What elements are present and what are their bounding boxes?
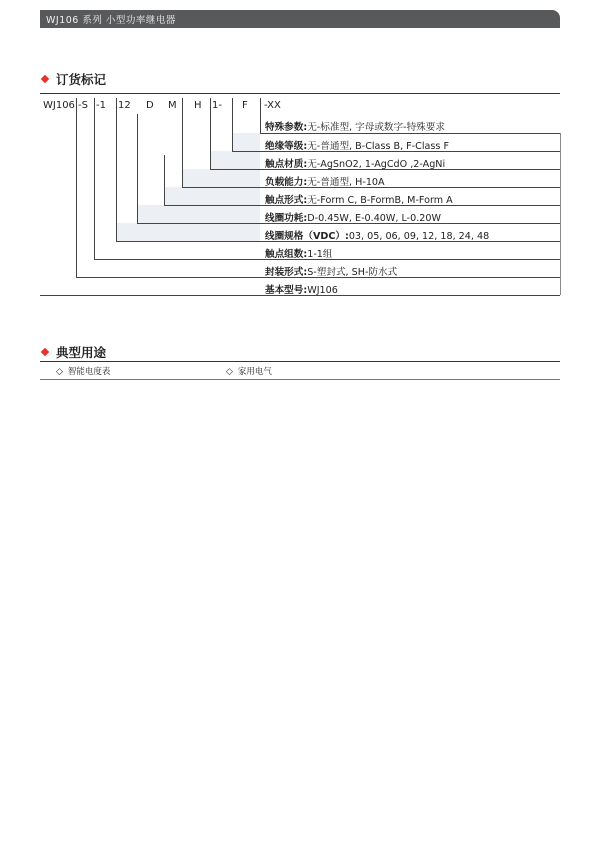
row-label: 绝缘等级:: [265, 141, 308, 152]
stripe: [182, 169, 260, 187]
connector-line: [116, 98, 117, 241]
row-label: 特殊参数:: [265, 122, 308, 133]
connector-line: [164, 155, 165, 205]
code-part-contact-form: M: [168, 100, 177, 111]
applications-section-title: [40, 343, 106, 361]
row-label: 线圈规格（VDC）:: [265, 231, 349, 242]
row-label: 触点材质:: [265, 159, 308, 170]
row-value: 1-1组: [307, 249, 333, 260]
row-label: 负载能力:: [265, 177, 308, 188]
connector-line: [260, 98, 261, 133]
ordering-section-title: [40, 70, 106, 88]
row-contact-form: [265, 192, 453, 206]
row-value: WJ106: [307, 285, 338, 296]
application-item: [226, 365, 272, 377]
hollow-diamond-icon: ◇: [56, 367, 63, 377]
row-value: 无-Form C, B-FormB, M-Form A: [307, 195, 453, 206]
stripe: [232, 133, 260, 151]
connector-line: [137, 114, 138, 223]
header-title: WJ106 系列 小型功率继电器: [46, 15, 176, 26]
stripe: [116, 223, 260, 241]
row-value: 无-标准型, 字母或数字-特殊要求: [307, 122, 445, 133]
row-line: [260, 133, 560, 134]
code-part-contact-groups: -1: [96, 100, 106, 111]
code-part-contact-material: 1-: [212, 100, 222, 111]
row-value: 无-普通型, H-10A: [307, 177, 385, 188]
connector-line: [76, 98, 77, 277]
row-value: S-塑封式, SH-防水式: [307, 267, 398, 278]
row-load-capacity: [265, 174, 385, 188]
code-part-coil-power: D: [146, 100, 154, 111]
code-part-coil-voltage: 12: [118, 100, 131, 111]
row-label: 触点组数:: [265, 249, 308, 260]
right-edge-line: [560, 133, 561, 295]
row-coil-power: [265, 210, 441, 224]
row-contact-groups: [265, 246, 332, 260]
connector-line: [182, 98, 183, 187]
connector-line: [210, 98, 211, 169]
row-label: 线圈功耗:: [265, 213, 308, 224]
row-special-params: [265, 119, 445, 133]
stripe: [137, 205, 260, 223]
row-value: 无-普通型, B-Class B, F-Class F: [307, 141, 449, 152]
code-part-base: WJ106: [43, 100, 75, 111]
application-item: [56, 365, 110, 377]
application-label: 智能电度表: [67, 367, 111, 377]
row-coil-voltage: [265, 228, 489, 242]
ordering-divider: [40, 93, 560, 94]
header-bar: [40, 10, 560, 28]
row-base-model: [265, 282, 338, 296]
application-label: 家用电气: [237, 367, 272, 377]
applications-bottom-line: [40, 379, 560, 380]
row-label: 触点形式:: [265, 195, 308, 206]
stripe: [164, 187, 260, 205]
connector-line: [232, 98, 233, 151]
row-label: 封装形式:: [265, 267, 308, 278]
code-part-special: -XX: [264, 100, 281, 111]
row-value: D-0.45W, E-0.40W, L-0.20W: [307, 213, 441, 224]
row-package-type: [265, 264, 397, 278]
red-diamond-icon: [41, 75, 49, 83]
row-contact-material: [265, 156, 445, 170]
code-part-insulation: F: [242, 100, 248, 111]
applications-title-text: 典型用途: [56, 345, 107, 360]
row-label: 基本型号:: [265, 285, 308, 296]
code-part-load: H: [194, 100, 202, 111]
hollow-diamond-icon: ◇: [226, 367, 233, 377]
code-part-package: -S: [78, 100, 88, 111]
row-value: 无-AgSnO2, 1-AgCdO ,2-AgNi: [307, 159, 446, 170]
applications-divider: [40, 361, 560, 362]
red-diamond-icon: [41, 348, 49, 356]
connector-line: [94, 98, 95, 259]
row-insulation-class: [265, 138, 449, 152]
stripe: [210, 151, 260, 169]
row-value: 03, 05, 06, 09, 12, 18, 24, 48: [348, 231, 490, 242]
ordering-title-text: 订货标记: [56, 72, 107, 87]
